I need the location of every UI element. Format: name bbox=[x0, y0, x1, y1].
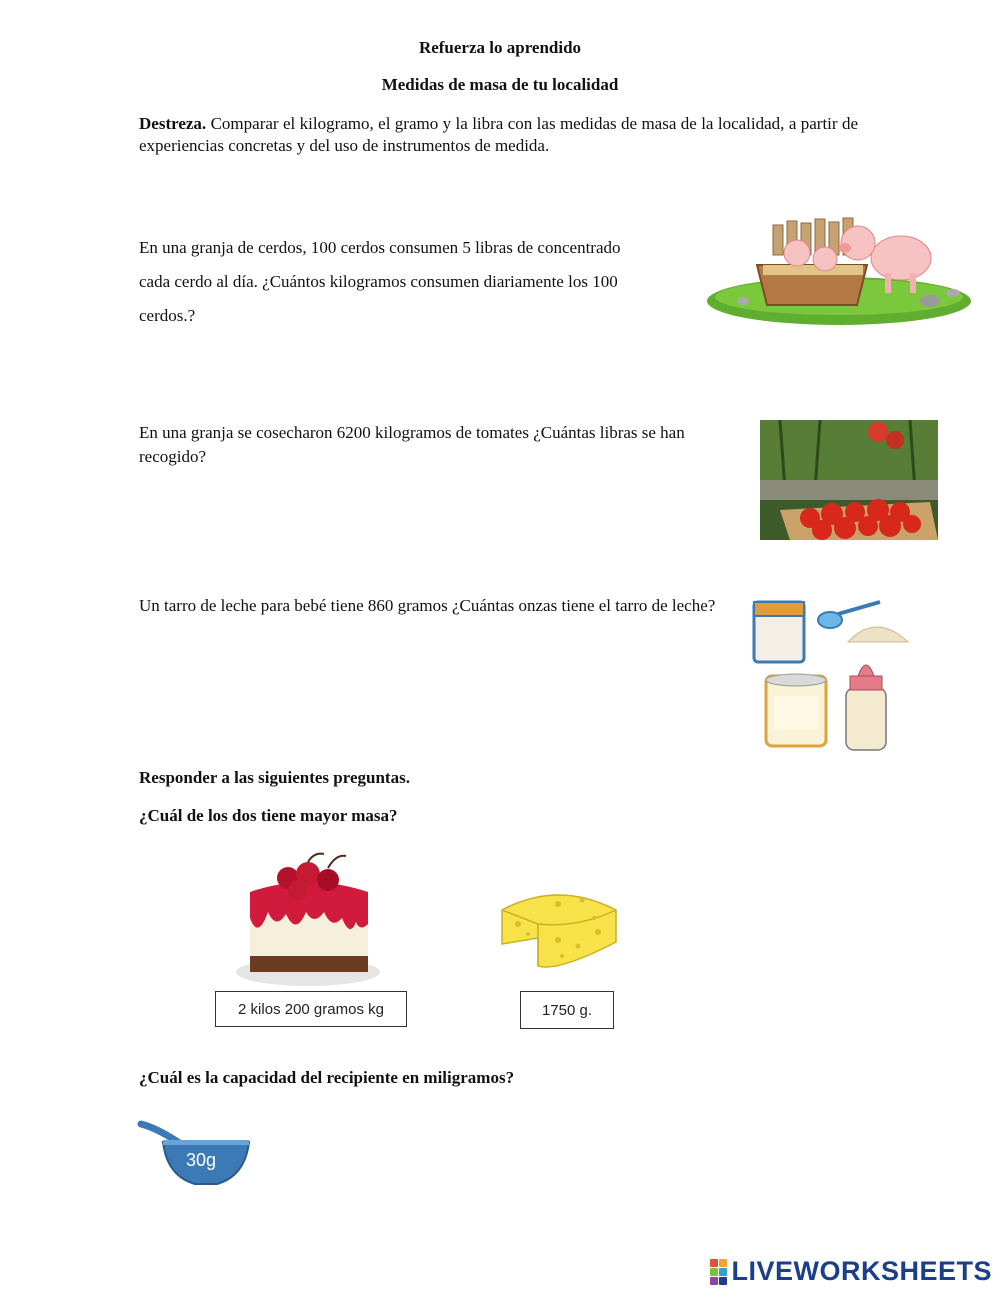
baby-milk-image bbox=[748, 592, 916, 754]
problem-pigs bbox=[139, 231, 699, 333]
cake-image bbox=[232, 852, 380, 992]
problem-tomatoes: En una granja se cosecharon 6200 kilogramos de tomates ¿Cuántas libras se han recogido? bbox=[139, 423, 685, 466]
cheese-image bbox=[498, 880, 620, 972]
problem-pigs-line-3: cerdos.? bbox=[139, 306, 196, 325]
cake-answer-field[interactable]: 2 kilos 200 gramos kg bbox=[215, 991, 407, 1027]
logo-text: LIVEWORKSHEETS bbox=[731, 1256, 992, 1286]
problem-pigs-line-2: cada cerdo al día. ¿Cuántos kilogramos consumen diariamente los 100 bbox=[139, 272, 618, 291]
cheese-answer-field[interactable]: 1750 g. bbox=[520, 991, 614, 1029]
problem-milk: Un tarro de leche para bebé tiene 860 gramos ¿Cuántas onzas tiene el tarro de leche? bbox=[139, 596, 716, 615]
logo-icon bbox=[710, 1259, 727, 1285]
skill-paragraph bbox=[139, 113, 858, 157]
question-2: ¿Cuál es la capacidad del recipiente en miligramos? bbox=[139, 1068, 515, 1087]
scoop-label: 30g bbox=[186, 1150, 217, 1170]
page-subtitle: Medidas de masa de tu localidad bbox=[381, 75, 619, 94]
liveworksheets-logo bbox=[710, 1256, 992, 1287]
problem-pigs-line-1: En una granja de cerdos, 100 cerdos consumen 5 libras de concentrado bbox=[139, 238, 621, 257]
pigs-image bbox=[705, 213, 973, 328]
page-title: Refuerza lo aprendido bbox=[418, 38, 582, 57]
tomatoes-image bbox=[760, 420, 938, 540]
questions-heading: Responder a las siguientes preguntas. bbox=[139, 768, 410, 787]
skill-text: Comparar el kilogramo, el gramo y la libra con las medidas de masa de la localidad, a partir de experiencias concretas y del uso de instrumentos de medida. bbox=[139, 114, 859, 155]
question-1: ¿Cuál de los dos tiene mayor masa? bbox=[139, 806, 398, 825]
skill-label: Destreza. bbox=[139, 114, 207, 133]
